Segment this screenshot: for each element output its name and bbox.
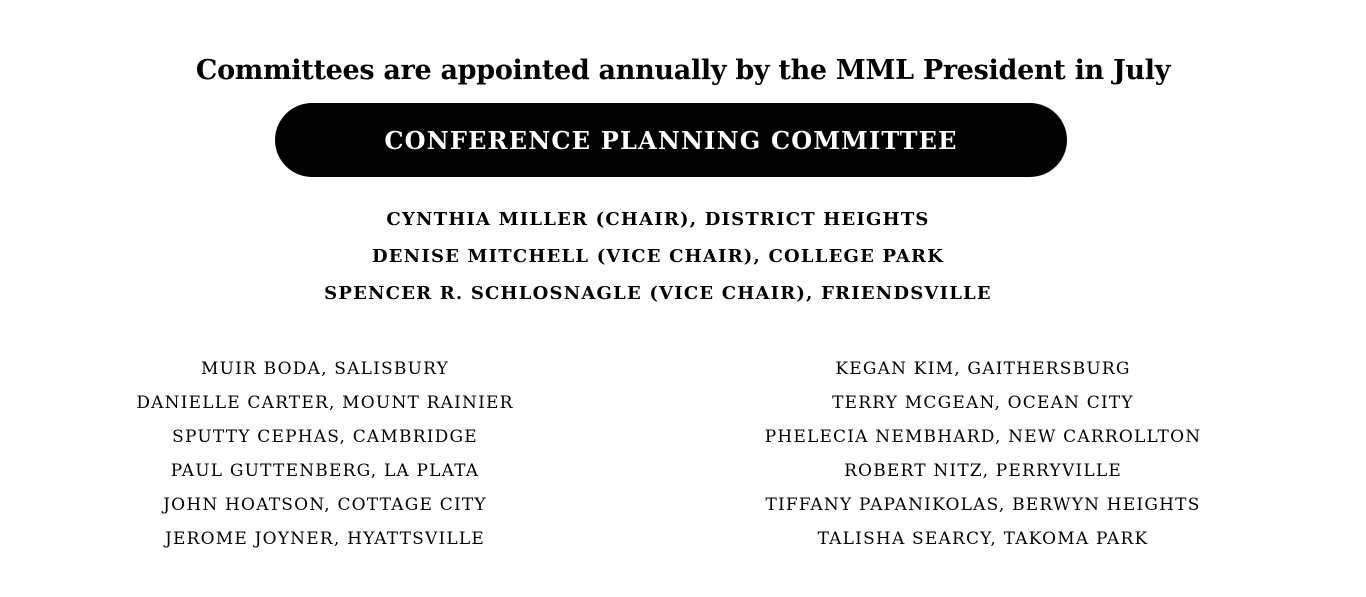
member-entry: PAUL GUTTENBERG, LA PLATA xyxy=(170,461,480,481)
committee-leaders-list xyxy=(0,201,1316,312)
committee-title-banner xyxy=(275,103,1067,177)
member-entry: TALISHA SEARCY, TAKOMA PARK xyxy=(817,529,1149,549)
members-list-left xyxy=(45,352,605,556)
leader-vice-chair: DENISE MITCHELL (VICE CHAIR), COLLEGE PARK xyxy=(371,246,945,267)
member-entry: KEGAN KIM, GAITHERSBURG xyxy=(835,359,1131,379)
member-entry: ROBERT NITZ, PERRYVILLE xyxy=(844,461,1122,481)
members-list-right xyxy=(703,352,1263,556)
leader-vice-chair: SPENCER R. SCHLOSNAGLE (VICE CHAIR), FRIENDSVILLE xyxy=(324,283,992,304)
member-entry: TERRY MCGEAN, OCEAN CITY xyxy=(832,393,1134,413)
member-entry: JEROME JOYNER, HYATTSVILLE xyxy=(165,529,485,549)
member-entry: JOHN HOATSON, COTTAGE CITY xyxy=(163,495,487,515)
member-entry: MUIR BODA, SALISBURY xyxy=(200,359,449,379)
member-entry: TIFFANY PAPANIKOLAS, BERWYN HEIGHTS xyxy=(765,495,1201,515)
page-headline: Committees are appointed annually by the MML President in July xyxy=(195,55,1171,87)
member-entry: DANIELLE CARTER, MOUNT RAINIER xyxy=(136,393,514,413)
committee-title: CONFERENCE PLANNING COMMITTEE xyxy=(384,125,958,155)
leader-chair: CYNTHIA MILLER (CHAIR), DISTRICT HEIGHTS xyxy=(386,209,930,230)
member-entry: SPUTTY CEPHAS, CAMBRIDGE xyxy=(172,427,478,447)
member-entry: PHELECIA NEMBHARD, NEW CARROLLTON xyxy=(764,427,1202,447)
